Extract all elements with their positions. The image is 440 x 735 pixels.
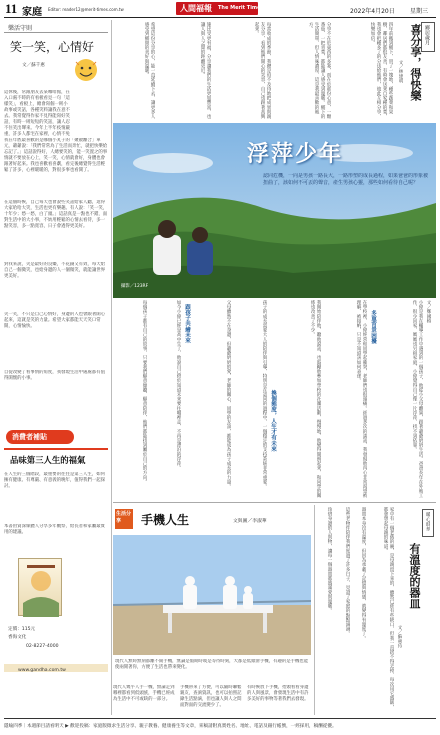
- middle-body-6: 如今小偉已經是高中生了，他說自己終於知道未來要往哪裡走，不再是漂泊的浮萍。: [176, 300, 181, 471]
- masthead-en: The Merit Times: [218, 5, 264, 11]
- phone-life-photo: [113, 535, 311, 655]
- phone-life-body-2: 手機帶來了方便，可以隨時聯繫親友，查詢資訊，也可以拍照記錄生活點滴，但也讓人與人之間面對面的交流變少了。: [180, 685, 242, 708]
- phone-life-byline: 文與圖／李淑華: [233, 519, 267, 524]
- left-body-5: 笑一笑，不只是自己心情好，身邊的人也會跟著開心起來，這就是笑的力量。希望大家都能天天笑口常開，心情愉快。: [4, 312, 105, 329]
- vessel-title: 有溫度的器皿: [408, 543, 421, 609]
- left-title: 笑一笑，心情好: [10, 40, 95, 54]
- middle-body-7: 每個孩子都有自己的故事，只要我們願意傾聽、願意陪伴，他們都能找到屬於自己的方向。: [142, 300, 147, 484]
- right-top-tag-box: [421, 22, 435, 52]
- book-cover: [18, 558, 62, 616]
- masthead-logo: [176, 2, 264, 15]
- vessel-tag: 暖心時刻: [425, 512, 430, 532]
- smiley-illustration: [70, 56, 102, 86]
- editor-email: Editor: reader12@merit-times.com.tw: [48, 7, 124, 12]
- left-body-4: 對我來說，笑是最好的良藥，不花錢又有效，每天給自己一個微笑，也給身邊的人一個微笑，就能讓世界更美好。: [4, 262, 105, 279]
- phone-life-body-3: 有時候放下手機，抬頭看看身邊的人與風景，會發現生活中有許多美好的事物等著我們去發現。: [247, 685, 309, 702]
- right-top-body-5: 希望這份分享的心，能一直延續下去，讓更多人感受到鄉間的美好與溫暖。: [144, 22, 155, 119]
- middle-body-5: 父母雖然不在身邊，但爺爺奶奶的愛，老師的關心，同學的友誼，都能成為孩子成長的力量。: [226, 300, 231, 489]
- right-top-tag: 鄉居歲月: [424, 25, 430, 45]
- footer-rule: [4, 718, 436, 719]
- vessel-article: [316, 505, 436, 715]
- ad-divider: [4, 448, 108, 450]
- phone-life-body-1: 現代人幾乎人手一機，無論走到哪裡都看到低頭族，手機已經成為生活中不可或缺的一部分。: [113, 685, 175, 702]
- issue-date: 2022年4月20日: [350, 8, 395, 15]
- middle-body-1: 小偉是我在輔導工作中遇到的一個孩子，他從小父母離異，跟著爺爺奶奶生活。爸爸長年在外地工作，很少回家，媽媽也另組家庭，小偉覺得自己像一片浮萍，找不到依靠。: [412, 300, 423, 498]
- phone-life-title: 手機人生: [141, 513, 190, 527]
- vessel-body-2: 器皿本身沒有溫度，但因為承載了記憶與情感，就變得有溫度了。: [361, 507, 366, 641]
- issue-weekday: 星期三: [410, 8, 429, 15]
- left-body-6: 自從改變了看事情的角度，我發現生活中處處都有值得開懷的小事。: [4, 370, 105, 381]
- left-tag: 樂活守則: [8, 25, 33, 32]
- right-top-body-3: 每當收成的季節，我總是迫不及待地把成果與親友分享，看到他們開心的笑容，自己也跟著高興起來。: [254, 22, 271, 119]
- middle-byline: 文／鄭國楨: [426, 300, 431, 323]
- left-body-1: 這休後，常跟朋友去某咖啡館，在入口處不時的有看板看見一句「這樣笑」，看板上，總會寫個一則小故事或笑話，各種笑料讓我在意不去。我常覺得作家不見得能寫好笑話，有時一則短短的笑話，讓人忍不住笑出聲來。今年上半年疫情嚴重，許多人都宅在家裡，心情不免: [4, 90, 70, 136]
- middle-sub-1: 多重背景困擾: [370, 310, 376, 344]
- ad-desc-1: 在人生的三個階段，最重要的往往是第三人生，如何擁有健康、有尊嚴、有意義的晚年，值得我們一起探討。: [4, 472, 105, 489]
- hero-summary: 認同危機，一向是男孩一路長大，一路形塑的成長過程，如果爸爸的形象被扭曲了，該如何不可丟的聲音，產生男孩心靈，那些如何看待自己呢？: [263, 173, 429, 186]
- left-article: [4, 20, 108, 425]
- middle-article: [113, 300, 436, 500]
- book-ad: [4, 430, 108, 710]
- phone-life-tag-text: 生活分享: [116, 511, 132, 524]
- right-top-article: [113, 20, 436, 122]
- page-header: [0, 0, 440, 18]
- right-top-body-2: 分享不在於東西的多寡，而在於那份心意，一顆番茄、一把青菜，都能讓人感受到溫暖。鄉下的生活簡單，但人情味濃厚，這是我最喜歡的地方。: [308, 22, 331, 119]
- masthead-cn: 人間福報: [180, 4, 212, 13]
- left-body-3: 在這個時候，自己每天也會說些笑話給家人聽，逗得大家哈哈大笑，生活也更有樂趣。有人說：「笑一笑，十年少；愁一愁，白了頭。」這話真是一點也不錯，面對生活中的大小事，不妨用輕鬆的心情去看待，多一點笑容，多一點寬容，日子會過得更美好。: [4, 200, 108, 229]
- ad-badge-text: 消費者補貼: [12, 433, 47, 441]
- right-top-title: 喜分享，得快樂: [409, 24, 422, 101]
- middle-sub-3: 換個態度，人生才有未來: [270, 390, 276, 452]
- left-tag-rule: [4, 32, 108, 33]
- middle-body-4: 孩子的成長需要大人的陪伴與引導，特別是在認同的過程中，一個穩定的支持系統非常重要。: [262, 300, 267, 489]
- right-top-body-4: 施比受更有福，分享讓我們的生活更加豐富，也讓人與人之間的距離更近。: [200, 22, 211, 119]
- column-divider-right: [314, 505, 315, 715]
- ad-price: 定價：115元: [8, 627, 36, 632]
- vessel-body-4: 珍惜身邊的人與物，讓每一個器皿都盛滿愛與溫暖。: [327, 507, 332, 613]
- hero-caption: 攝影／123RF: [121, 284, 149, 289]
- ad-phone: 02-8227-4000: [26, 644, 59, 649]
- vessel-tag-box: [422, 509, 434, 537]
- phone-life-tag: [115, 509, 133, 529]
- ad-publisher: 香海文化: [8, 635, 27, 640]
- middle-sub-2: 跟孩子共繪未來: [184, 304, 190, 344]
- right-top-body-1: 四年前搬到鄉下，買了一塊地，種些蔬菜和果樹，鄰居們都很友善，有時會送來自家種的菜，我也會把種多了的分送給他們，彼此互相分享，快樂加倍。: [370, 22, 393, 119]
- section-name: 家庭: [22, 7, 42, 18]
- column-divider-left: [111, 20, 112, 715]
- hero-photo: [113, 123, 436, 298]
- hero-headline: 浮萍少年: [247, 142, 344, 167]
- header-rule: [4, 17, 436, 18]
- middle-body-3: 我開始陪伴他，聽他說話，也鼓勵他參加學校的社團活動，慢慢地，他變得開朗起來，和同學的關係也改善了不少。: [310, 300, 321, 498]
- ad-email: www.gandha.com.tw: [18, 668, 66, 673]
- phone-life-article: [113, 505, 311, 715]
- left-body-2: 我在年底最喜歡的是哪個小丸子的「聚散離合」單元，爺爺說：「我們常常為了生活而奔忙，就把快樂給忘記了。」這話說得好，人總要笑的，能一笑置之的事情就不要放在心上，笑一笑，心情就會好，身體也會跟著好起來。我也喜歡看喜劇，看完後總覺得生活輕鬆了許多，心裡暖暖的，對很多事也看開了。: [4, 138, 108, 173]
- vessel-body-3: 這些老物件陪伴我們度過了許多日子，見證了家庭的點點滴滴。: [345, 507, 350, 636]
- phone-life-caption: 現代人無時無刻都離不開手機，無論是假期時或是等待時刻，大都是低頭滑手機，有趣的是手機也能使兩閒著你，方便了生活也帶來變化。: [115, 659, 309, 670]
- ad-badge: [6, 430, 74, 444]
- footer-bar: [4, 720, 436, 733]
- page-number: 11: [5, 1, 18, 16]
- left-byline: 文／蘇千惠: [22, 63, 45, 68]
- ad-title: 品味第三人生的福氣: [10, 455, 86, 465]
- middle-body-2: 在學校裡，小偉經常和同學起衝突，老師們也很頭痛。經過多次的談話，我發現他內心非常渴望被理解、被接納，只是不知道該如何表達。: [356, 300, 367, 498]
- vessel-byline: 文／蘇惠玲: [397, 625, 402, 648]
- footer-text: 隱喻四季｜本週節目請看明天 ▶ 歡迎投稿：家庭版徵求生活分享、親子教養、健康養生等文章，來稿請附真實姓名、地址、電話及銀行帳號，一經採用，稿酬從優。: [4, 724, 337, 729]
- hero-headline-banner: [243, 137, 433, 165]
- vessel-body-1: 家中有一個老舊的碗，是母親留下來的，雖然已經有些缺口，但我一直捨不得丟掉，每次用它盛飯，都會想起母親的味道。: [383, 507, 394, 710]
- right-top-byline: 文／林建明: [398, 60, 403, 83]
- middle-bottom-rule: [113, 502, 436, 503]
- ad-desc-2: 本書由資深媒體人分享多年觀察，給長者和家屬最實用的建議。: [4, 524, 105, 535]
